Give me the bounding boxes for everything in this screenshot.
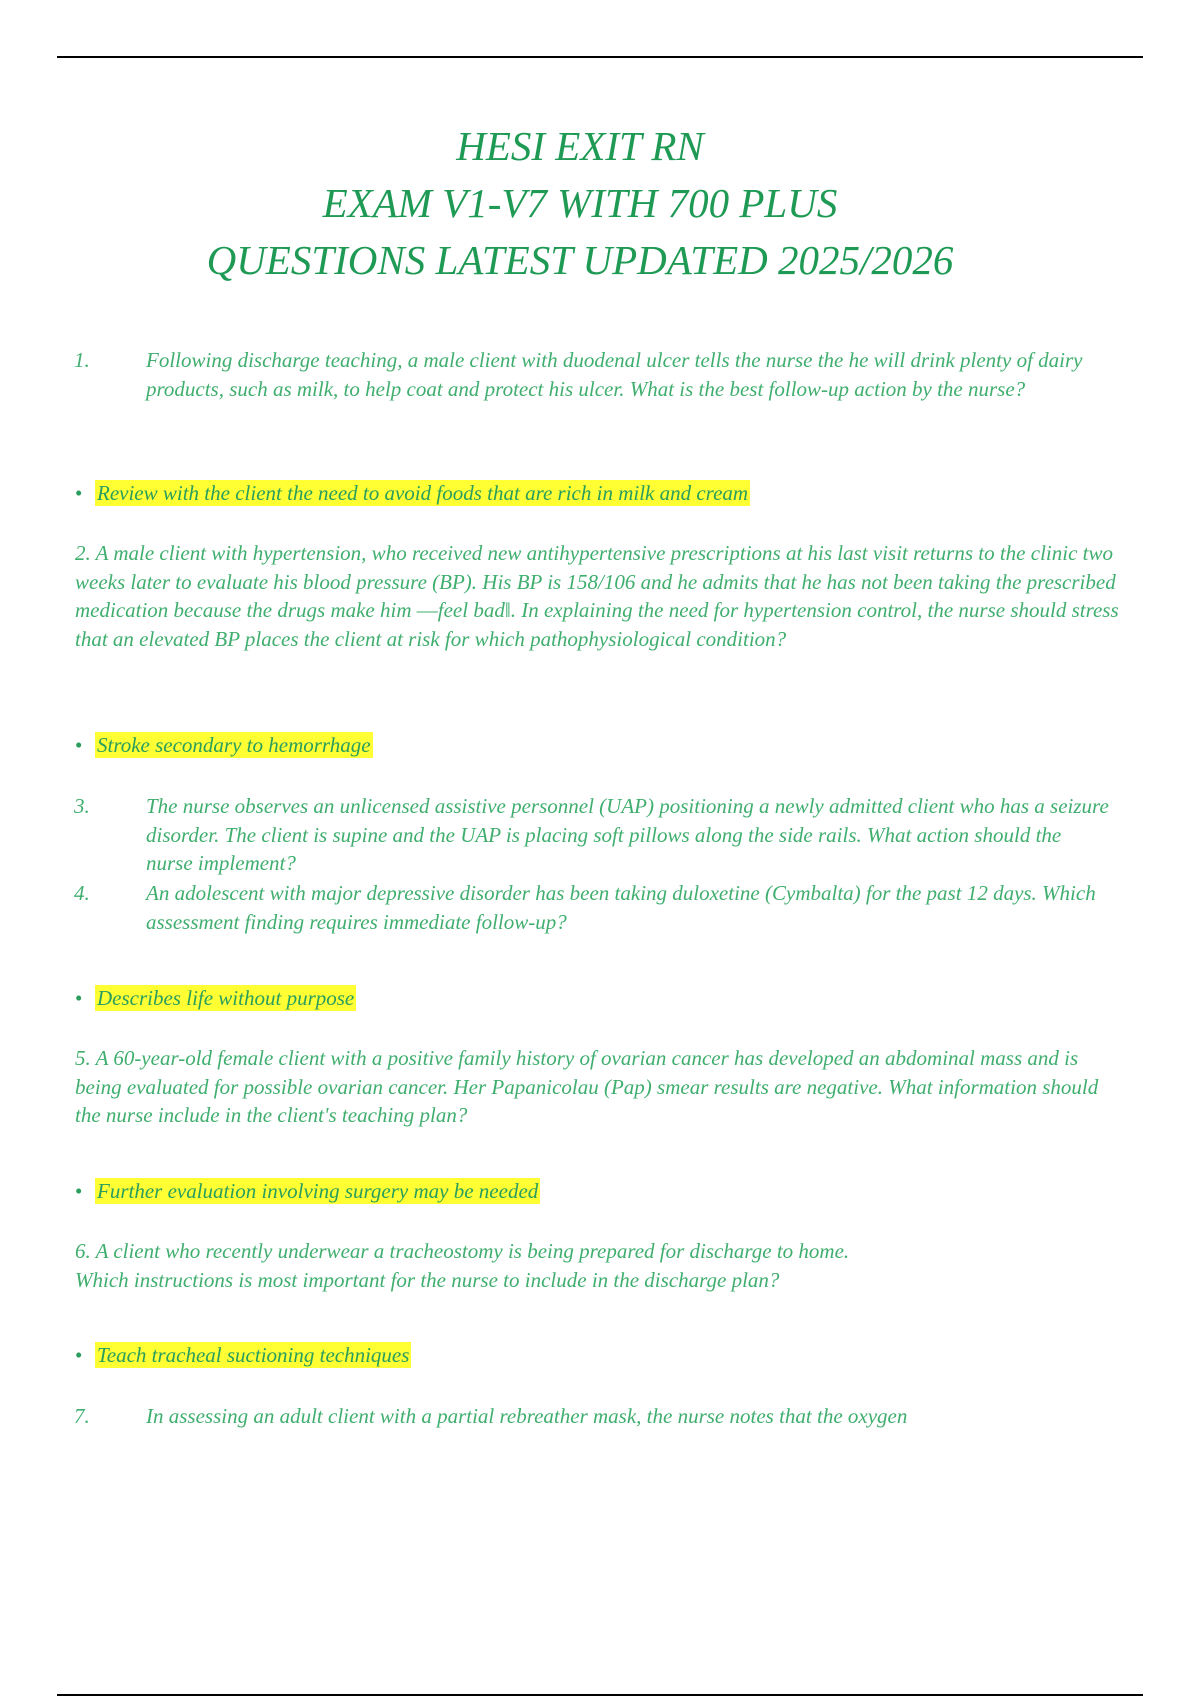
answer-6 (75, 1341, 411, 1369)
question-1-text: Following discharge teaching, a male client with duodenal ulcer tells the nurse the he will drink plenty of dairy products, such as milk, to help coat and protect his ulcer. What is the best follow-up action by the nurse? (146, 348, 1083, 401)
answer-5-text: Further evaluation involving surgery may be needed (97, 1179, 539, 1203)
question-5 (75, 1044, 1125, 1130)
question-7-text: In assessing an adult client with a partial rebreather mask, the nurse notes that the oxygen (146, 1404, 908, 1428)
question-7-number: 7. (74, 1404, 90, 1428)
question-4-text: An adolescent with major depressive disorder has been taking duloxetine (Cymbalta) for the past 12 days. Which assessment finding requires immediate follow-up? (146, 881, 1096, 934)
question-3-text: The nurse observes an unlicensed assistive personnel (UAP) positioning a newly admitted client who has a seizure disorder. The client is supine and the UAP is placing soft pillows along the side rails. What action should the nurse implement? (146, 794, 1109, 875)
answer-4 (75, 984, 356, 1012)
answer-5 (75, 1177, 540, 1205)
question-7 (74, 1402, 1110, 1431)
top-rule (57, 56, 1143, 58)
question-5-text: 5. A 60-year-old female client with a positive family history of ovarian cancer has developed an abdominal mass and is being evaluated for possible ovarian cancer. Her Papanicolau (Pap) smear results are negative. What information should the nurse include in the client's teaching plan? (75, 1046, 1099, 1127)
question-4 (74, 879, 1110, 936)
question-3-number: 3. (74, 794, 90, 818)
title-line-3: QUESTIONS LATEST UPDATED 2025/2026 (206, 237, 954, 283)
answer-6-text: Teach tracheal suctioning techniques (97, 1343, 410, 1367)
bullet-icon: • (75, 481, 83, 505)
bullet-icon: • (75, 1343, 83, 1367)
title-line-2: EXAM V1-V7 WITH 700 PLUS (322, 180, 838, 226)
answer-2-text: Stroke secondary to hemorrhage (97, 733, 371, 757)
bullet-icon: • (75, 1179, 83, 1203)
question-6 (75, 1237, 1125, 1294)
question-1 (74, 346, 1110, 403)
answer-1-text: Review with the client the need to avoid foods that are rich in milk and cream (97, 481, 749, 505)
answer-4-text: Describes life without purpose (97, 986, 355, 1010)
answer-1 (75, 479, 750, 507)
title-line-1: HESI EXIT RN (456, 123, 704, 169)
question-6-line-2: Which instructions is most important for the nurse to include in the discharge plan? (75, 1267, 780, 1292)
question-2 (75, 539, 1125, 653)
bullet-icon: • (75, 733, 83, 757)
question-4-number: 4. (74, 881, 90, 905)
question-3 (74, 792, 1110, 878)
question-1-number: 1. (74, 348, 90, 372)
question-6-line-1: 6. A client who recently underwear a tracheostomy is being prepared for discharge to home. (75, 1239, 850, 1263)
document-title (0, 118, 1160, 289)
bottom-rule (57, 1694, 1143, 1696)
bullet-icon: • (75, 986, 83, 1010)
answer-2 (75, 731, 373, 759)
question-2-text: 2. A male client with hypertension, who received new antihypertensive prescriptions at his last visit returns to the clinic two weeks later to evaluate his blood pressure (BP). His BP is 158/106 and he admits that he has not been taking the prescribed medication because the drugs make him ―feel bad‖. In explaining the need for hypertension control, the nurse should stress that an elevated BP places the client at risk for which pathophysiological condition? (75, 541, 1119, 651)
